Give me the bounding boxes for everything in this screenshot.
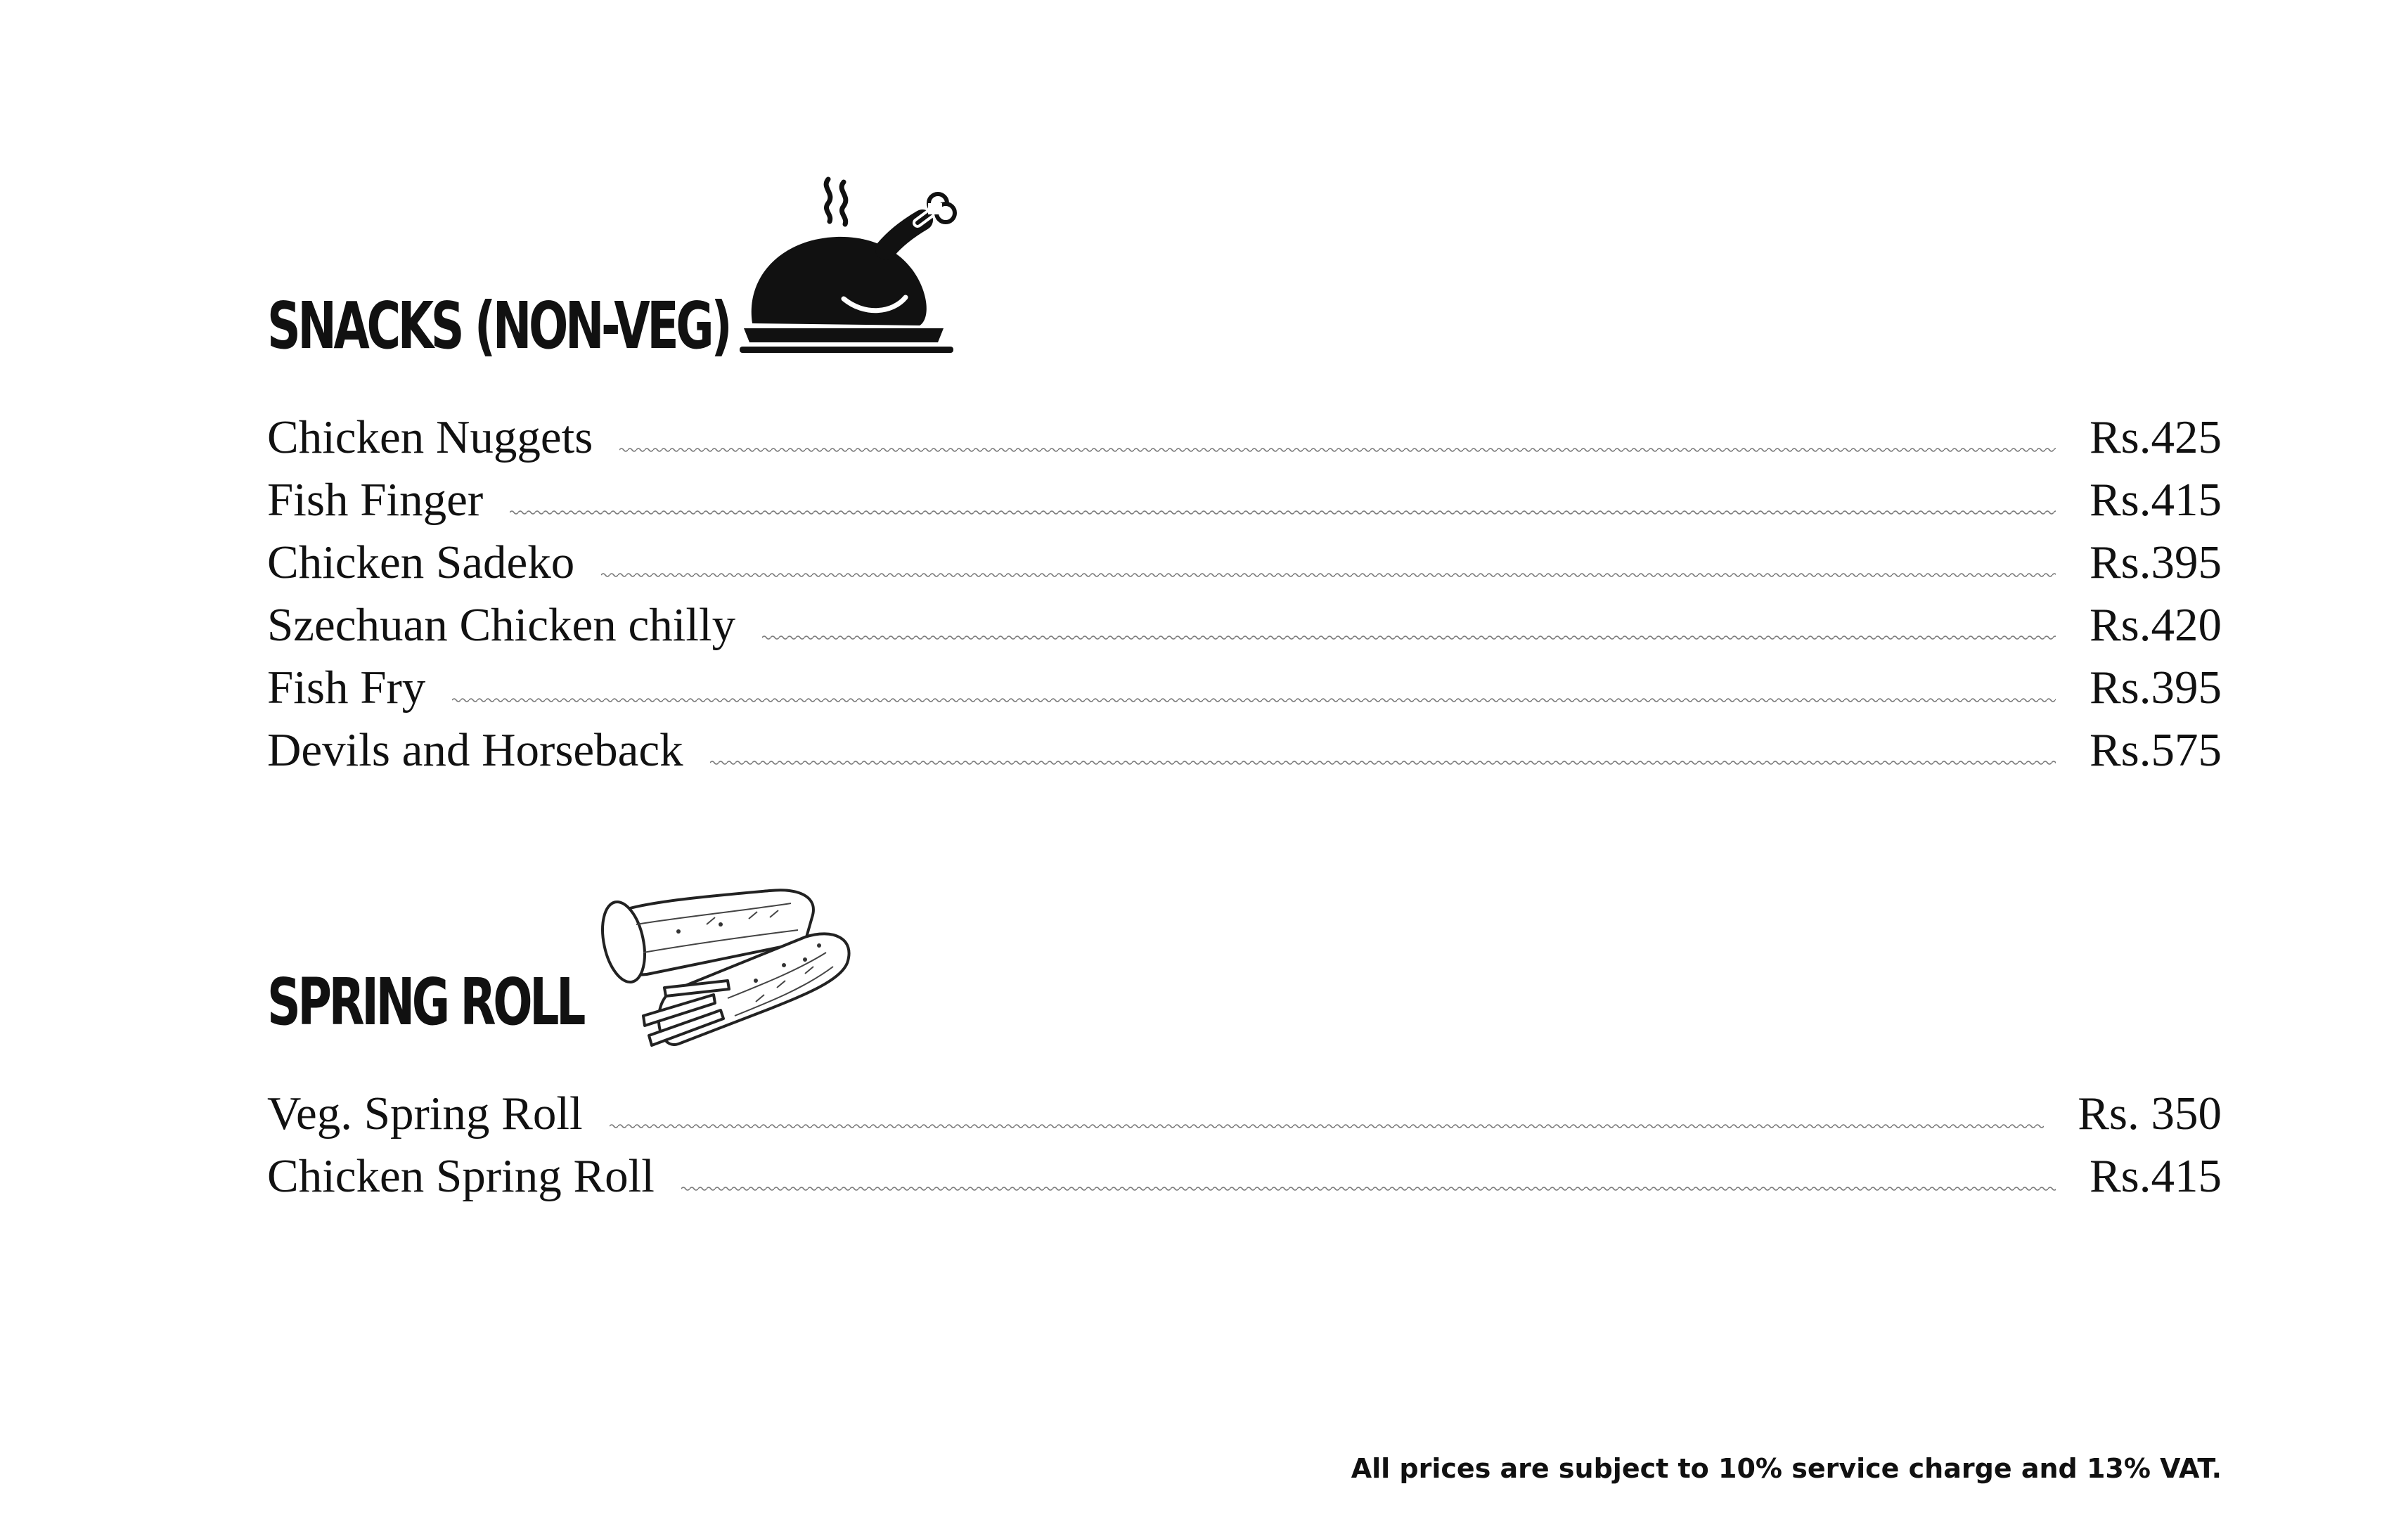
item-price: Rs.395 [2089,661,2222,714]
item-price: Rs.425 [2089,411,2222,463]
dotted-leader [601,572,2056,579]
section-title-spring-roll: SPRING ROLL [267,964,583,1040]
dotted-leader [681,1185,2056,1192]
item-price: Rs.415 [2089,1150,2222,1202]
roast-chicken-icon [738,172,977,362]
dotted-leader [510,509,2056,516]
menu-item [267,657,2222,719]
item-price: Rs.415 [2089,474,2222,526]
dotted-leader [762,634,2056,641]
dotted-leader [710,759,2056,766]
item-name: Devils and Horseback [267,724,683,776]
spring-roll-icon [594,875,875,1054]
menu-item [267,719,2222,782]
item-name: Chicken Spring Roll [267,1150,655,1202]
menu-item [267,594,2222,657]
menu-item [267,1145,2222,1208]
menu-item [267,469,2222,531]
menu-item [267,406,2222,469]
item-price: Rs.395 [2089,536,2222,588]
dotted-leader [610,1123,2045,1130]
item-name: Chicken Nuggets [267,411,593,463]
menu-list-snacks [267,406,2222,782]
dotted-leader [619,446,2056,453]
item-price: Rs.420 [2089,599,2222,651]
item-price: Rs.575 [2089,724,2222,776]
item-name: Chicken Sadeko [267,536,575,588]
item-name: Veg. Spring Roll [267,1088,583,1140]
dotted-leader [452,697,2056,704]
item-name: Szechuan Chicken chilly [267,599,736,651]
footer-note: All prices are subject to 10% service charge and 13% VAT. [1351,1453,2222,1484]
menu-item [267,1083,2222,1145]
item-name: Fish Fry [267,661,426,714]
section-title-snacks: SNACKS (NON-VEG) [267,288,730,363]
item-name: Fish Finger [267,474,484,526]
menu-item [267,531,2222,594]
item-price: Rs. 350 [2078,1088,2222,1140]
menu-list-spring-roll [267,1083,2222,1208]
